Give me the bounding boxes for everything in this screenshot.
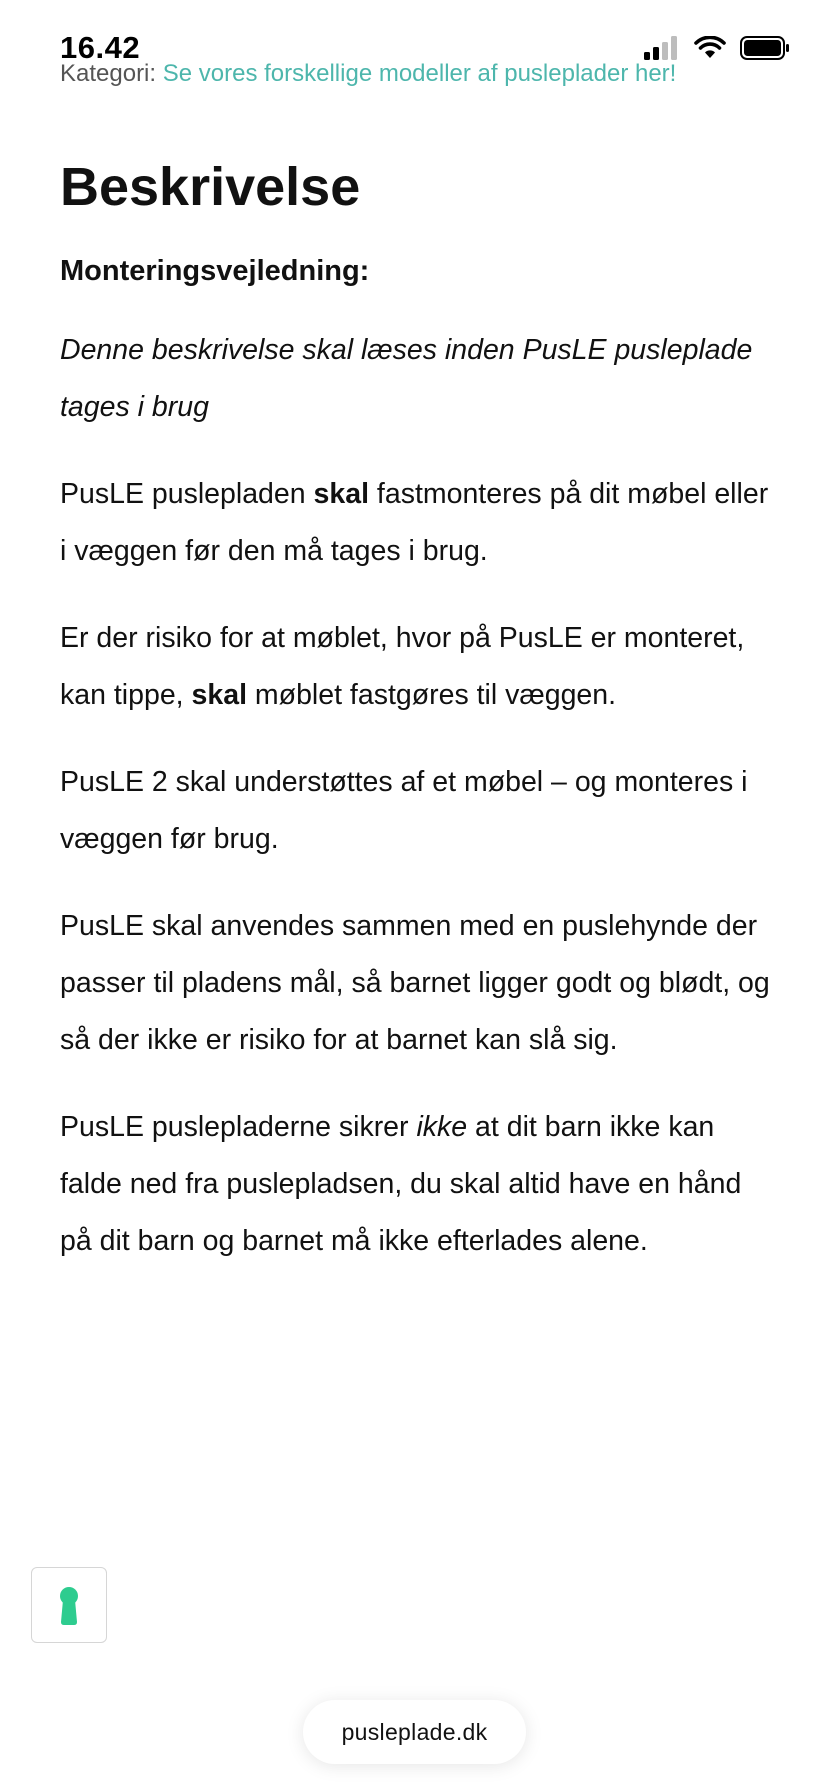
bold-text: skal xyxy=(313,477,370,510)
url-text: pusleplade.dk xyxy=(341,1718,488,1745)
keyhole-icon xyxy=(56,1586,82,1626)
paragraph-tipping xyxy=(60,610,770,724)
paragraph-cushion: PusLE skal anvendes sammen med en puslehynde der passer til pladens mål, så barnet ligger godt og blødt, og så der ikke er risiko for at barnet kan slå sig. xyxy=(60,909,770,1056)
category-line xyxy=(60,60,676,88)
text: møblet fastgøres til væggen. xyxy=(247,678,617,711)
paragraph-pusle2: PusLE 2 skal understøttes af et møbel – og monteres i væggen før brug. xyxy=(60,765,748,855)
status-icons xyxy=(644,36,790,60)
cellular-signal-icon xyxy=(644,36,680,60)
mounting-guide-heading: Monteringsvejledning: xyxy=(60,255,370,288)
text: PusLE puslepladerne sikrer xyxy=(60,1110,417,1143)
paragraph-mounting xyxy=(60,466,770,580)
category-link[interactable]: Se vores forskellige modeller af pusleplader her! xyxy=(162,60,677,87)
text: Er der risiko for at møblet, hvor på PusLE er monteret, kan tippe, xyxy=(60,621,745,711)
battery-icon xyxy=(740,36,790,60)
intro-paragraph: Denne beskrivelse skal læses inden PusLE pusleplade tages i brug xyxy=(60,333,753,423)
section-title: Beskrivelse xyxy=(60,157,361,217)
paragraph-safety xyxy=(60,1099,770,1270)
text: fastmonteres på dit møbel eller i væggen før den må tages i brug. xyxy=(60,477,769,567)
status-time: 16.42 xyxy=(60,30,141,65)
category-label: Kategori: xyxy=(60,60,157,87)
url-bar[interactable] xyxy=(303,1700,526,1764)
text: PusLE puslepladen xyxy=(60,477,314,510)
wifi-icon xyxy=(694,36,726,60)
bold-text: skal xyxy=(191,678,247,711)
key-button[interactable] xyxy=(31,1567,107,1643)
text: at dit barn ikke kan falde ned fra puslepladsen, du skal altid have en hånd på dit barn og barnet må ikke efterlades alene. xyxy=(60,1110,742,1257)
description-section xyxy=(60,158,770,1300)
italic-text: ikke xyxy=(416,1110,468,1143)
